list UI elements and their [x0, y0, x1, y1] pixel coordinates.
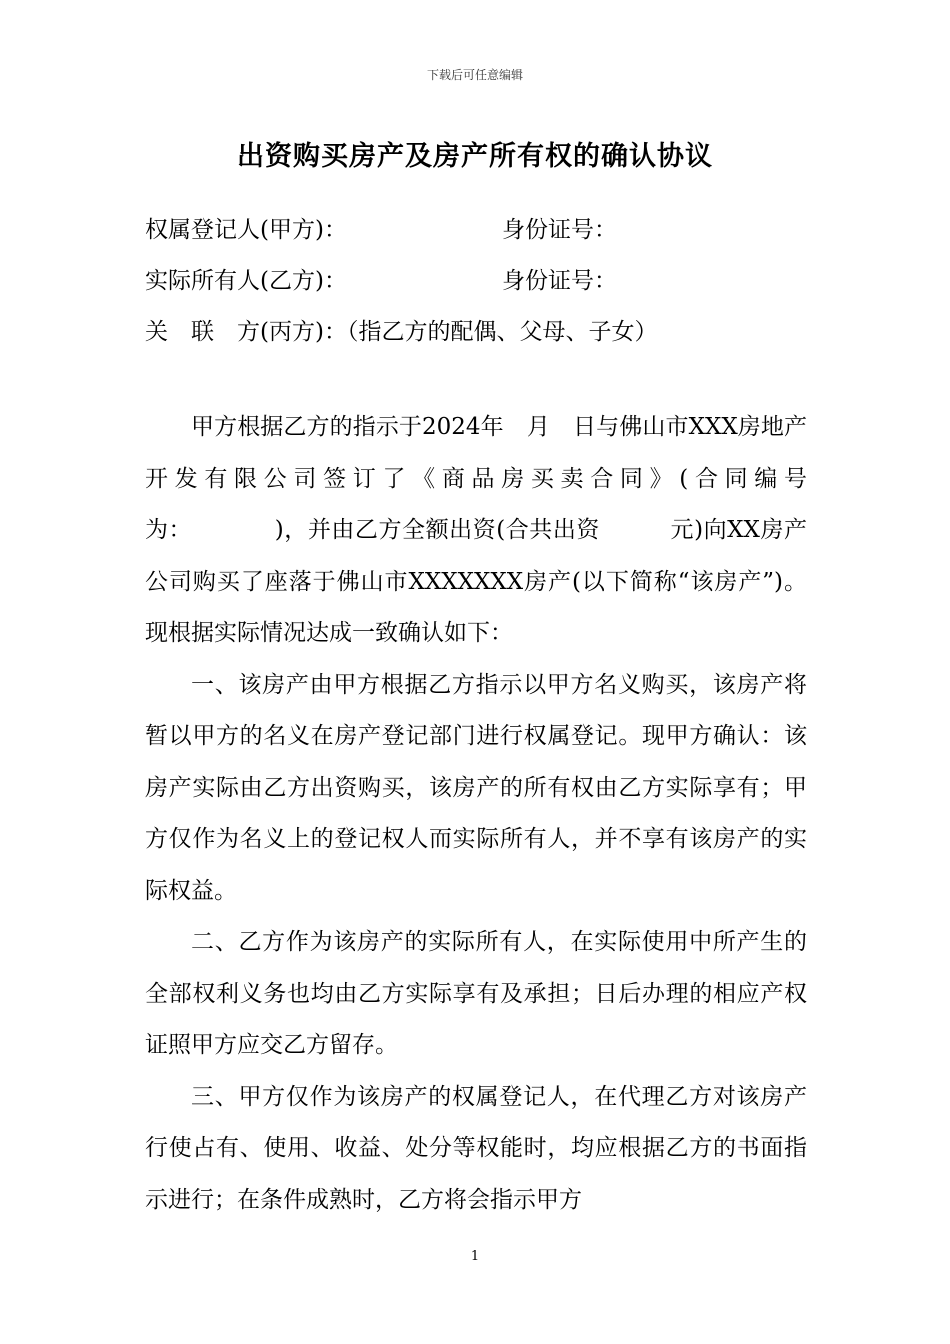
- page-number: 1: [470, 1249, 480, 1264]
- paragraph-clause-2: 二、乙方作为该房产的实际所有人，在实际使用中所产生的全部权利义务也均由乙方实际享有及承担；日后办理的相应产权证照甲方应交乙方留存。: [145, 929, 807, 1058]
- party-b-id-label: 身份证号：: [502, 268, 617, 294]
- party-line-b: [145, 262, 617, 295]
- party-a-id-label: 身份证号：: [502, 217, 617, 243]
- party-line-c: [145, 313, 657, 346]
- party-b-label: 实际所有人(乙方)：: [145, 268, 347, 294]
- paragraph-clause-3: 三、甲方仅作为该房产的权属登记人，在代理乙方对该房产行使占有、使用、收益、处分等权能时，均应根据乙方的书面指示进行；在条件成熟时，乙方将会指示甲方: [145, 1083, 807, 1213]
- document-title: 出资购买房产及房产所有权的确认协议: [237, 141, 713, 172]
- party-c-label: 关 联 方(丙方)：（指乙方的配偶、父母、子女）: [145, 319, 658, 345]
- paragraph-intro: 甲方根据乙方的指示于2024年 月 日与佛山市XXX房地产开发有限公司签订了《商品房买卖合同》(合同编号为： )，并由乙方全额出资(合共出资 元)向XX房产公司购买了座落于佛山市XXXXXXX房产(以下简称“该房产”)。现根据实际情况达成一致确认如下：: [145, 414, 807, 646]
- paragraph-clause-1: 一、该房产由甲方根据乙方指示以甲方名义购买，该房产将暂以甲方的名义在房产登记部门进行权属登记。现甲方确认：该房产实际由乙方出资购买，该房产的所有权由乙方实际享有；甲方仅作为名义上的登记权人而实际所有人，并不享有该房产的实际权益。: [145, 671, 807, 904]
- agreement-body: [145, 402, 807, 1226]
- header-note: 下载后可任意编辑: [426, 68, 523, 82]
- party-a-label: 权属登记人(甲方)：: [145, 217, 347, 243]
- party-line-a: [145, 211, 617, 244]
